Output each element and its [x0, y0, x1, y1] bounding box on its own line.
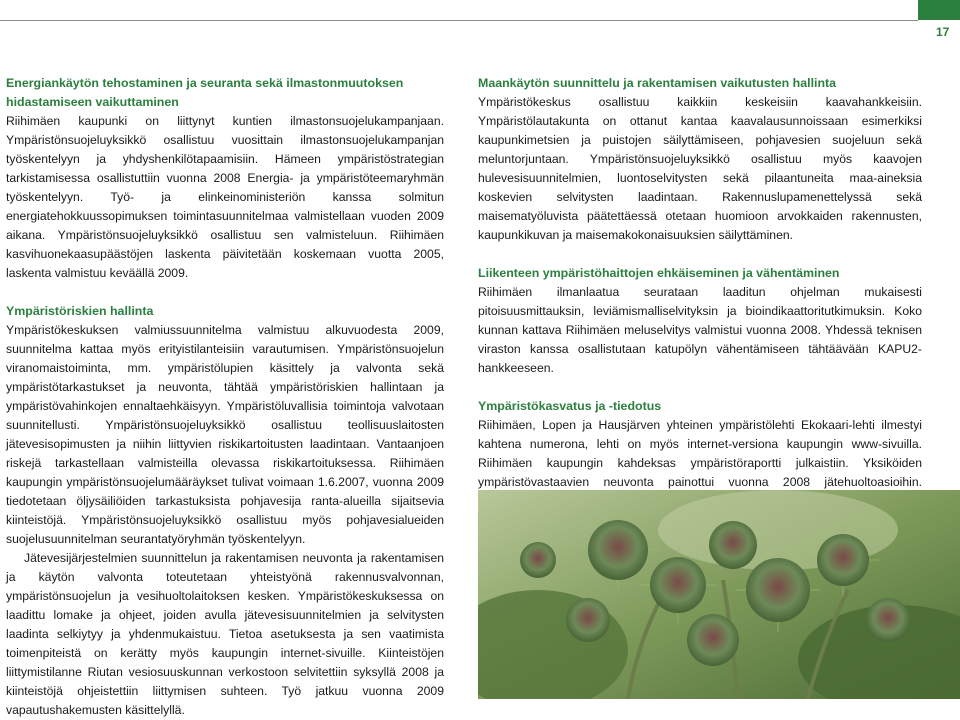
section-heading-traffic: Liikenteen ympäristöhaittojen ehkäiseminen ja vähentäminen — [478, 266, 840, 280]
left-column — [6, 74, 444, 720]
section-body-wastewater: Jätevesijärjestelmien suunnittelun ja rakentamisen neuvonta ja rakentamisen ja käytön valvonta toteutetaan yhteistyönä rakennusvalvonnan, ympäristönsuojelun ja vesihuoltolaitoksen kesken. Ympäristökeskuksessa on laadittu lomake ja ohjeet, joiden avulla jätevesisuunnitelmien ja selvitysten laadinta selkiytyy ja yhdenmukaistuu. Tietoa asetuksesta ja sen vaatimista toimenpiteistä on kerätty myös kaupungin internet-sivuille. Kiinteistöjen liittymistilanne Riutan vesiosuuskunnan verkostoon selvitettiin syksyllä 2008 ja kiinteistöjä ohjeistettiin liittymisen suhteen. Työ jatkuu vuonna 2009 vapautushakemusten käsittelyllä. — [6, 551, 444, 717]
right-column — [478, 74, 922, 530]
section-body-energy: Riihimäen kaupunki on liittynyt kuntien ilmastonsuojelukampanjaan. Ympäristönsuojeluyksikkö osallistuu vuosittain ilmastonsuojelukampanjan työskentelyyn ja yhdyshenkilötapaamisiin. Hämeen ympäristöstrategian tarkistamisessa osallistuttiin vuonna 2008 Energia- ja ympäristöteemaryhmän työskentelyyn. Työ- ja elinkeinoministeriön kanssa solmitun energiatehokkuussopimuksen toimintasuunnitelmaa valmistellaan vuoden 2009 aikana. Ympäristönsuojeluyksikkö osallistuu sen valmisteluun. Riihimäen kasvihuonekaasupäästöjen laskenta päivitetään koskemaan vuotta 2005, laskenta valmistuu keväällä 2009. — [6, 114, 444, 280]
header-rule — [0, 0, 918, 21]
section-heading-energy: Energiankäytön tehostaminen ja seuranta sekä ilmastonmuutoksen hidastamiseen vaikuttaminen — [6, 76, 404, 109]
page-number: 17 — [936, 25, 950, 39]
section-body-risks: Ympäristökeskuksen valmiussuunnitelma valmistuu alkuvuodesta 2009, suunnitelma kattaa myös erityistilanteisiin varautumisen. Ympäristönsuojelun viranomaistoiminta, mm. ympäristölupien käsittely ja valvonta sekä ympäristötarkastukset ja neuvonta, tähtää ympäristöriskien hallintaan ja ympäristövahinkojen ennaltaehkäisyyn. Ympäristöluvallisia toimintoja valvotaan suunnitellusti. Ympäristönsuojeluyksikkö osallistuu teollisuuslaitosten jätevesisopimusten ja niihin liittyvien riskikartoitusten laadintaan. Vantaanjoen riskejä tarkastellaan valmisteilla olevassa riskikartoituksessa. Riihimäen kaupungin ympäristönsuojelumääräykset tulivat voimaan 1.6.2007, vuonna 2009 tiedotetaan öljysäiliöiden tarkastuksista pohjavesija ranta-alueilla sijaitsevia kiinteistöjä. Ympäristönsuojeluyksikkö osallistuu myös pohjavesialueiden suojelusuunnitelman seurantatyöryhmän työskentelyyn. — [6, 323, 444, 546]
section-body-landuse: Ympäristökeskus osallistuu kaikkiin keskeisiin kaavahankkeisiin. Ympäristölautakunta on ottanut kantaa kaavalausunnoissaan esimerkiksi kaupunkimetsien ja puistojen säilyttämiseen, pohjavesien suojeluun sekä meluntorjuntaan. Ympäristönsuojeluyksikkö osallistuu myös kaavojen hulevesisuunnitelmien, luontoselvitysten sekä pilaantuneita maa-aineksia koskevien selvitysten laadintaan. Rakennuslupamenettelyssä sekä maisematyöluvista päätettäessä otetaan huomioon arvokkaiden rakennusten, kaupunkikuvan ja maisemakokonaisuuksien säilyttäminen. — [478, 95, 922, 242]
section-heading-landuse: Maankäytön suunnittelu ja rakentamisen vaikutusten hallinta — [478, 76, 837, 90]
section-body-traffic: Riihimäen ilmanlaatua seurataan laaditun ohjelman mukaisesti pitoisuusmittauksin, leviämismalliselvityksin ja bioindikaattoritutkimuksin. Koko kunnan kattava Riihimäen meluselvitys valmistui vuonna 2008. Yhdessä teknisen viraston kanssa osallistutaan katupölyn vähentämiseen tähtäävään KAPU2-hankkeeseen. — [478, 285, 922, 375]
burdock-photo — [478, 490, 960, 699]
section-heading-education: Ympäristökasvatus ja -tiedotus — [478, 399, 662, 413]
page-tab — [918, 0, 960, 20]
section-body-education: Riihimäen, Lopen ja Hausjärven yhteinen ympäristölehti Ekokaari-lehti ilmestyi kahtena numerona, lehti on myös internet-versiona kaupungin www-sivuilla. Riihimäen kaupungin kahdeksas ympäristöraportti julkaistiin. Yksiköiden ympäristövastaavien neuvonta painottui vuonna 2008 jätehuoltoasioihin. — [478, 418, 922, 489]
section-heading-risks: Ympäristöriskien hallinta — [6, 304, 154, 318]
